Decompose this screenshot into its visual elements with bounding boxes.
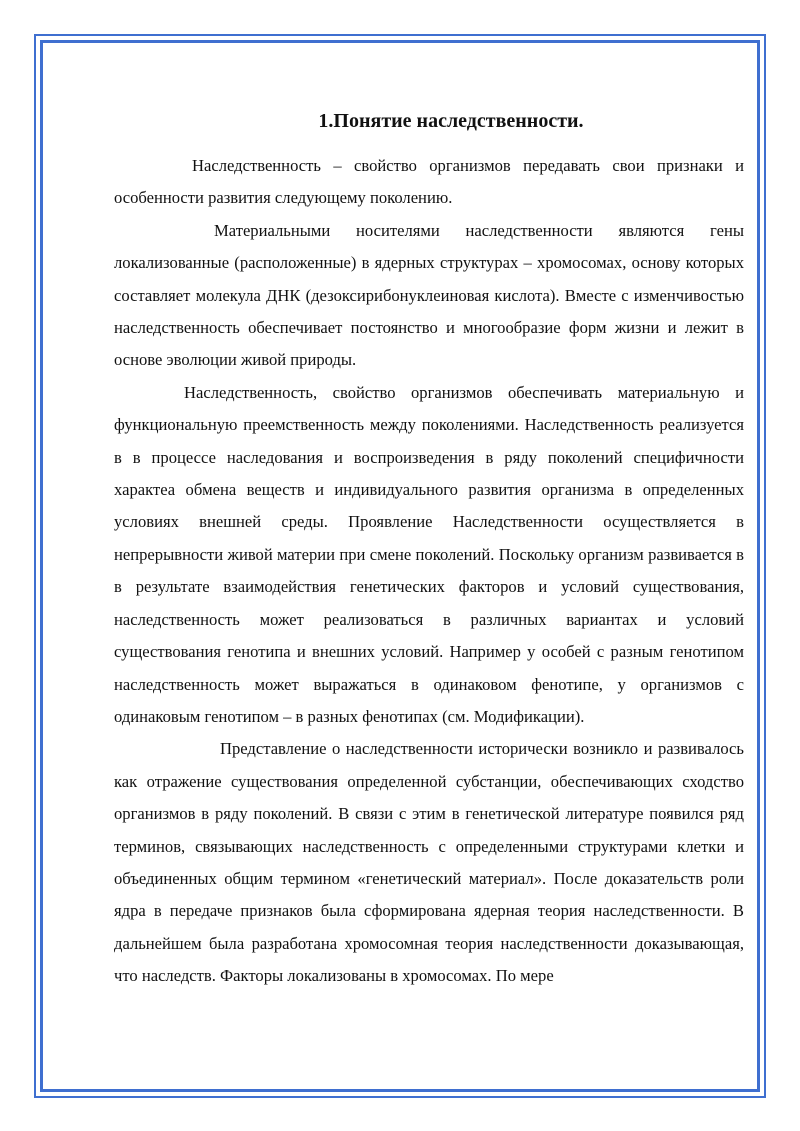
paragraph-1: Наследственность – свойство организмов передавать свои признаки и особенности развития следующему поколению. (114, 156, 744, 208)
paragraph-3: Наследственность, свойство организмов обеспечивать материальную и функциональную преемственность между поколениями. Наследственность реализуется в в процессе наследования и воспроизведения в ряду поколений специфичности характеа обмена веществ и индивидуального развития организма в определенных условиях внешней среды. Проявление Наследственности осуществляется в непрерывности живой материи при смене поколений. Поскольку организм развивается в в результате взаимодействия генетических факторов и условий существования, наследственность может реализоваться в различных вариантах и условий существования генотипа и внешних условий. Например у особей с разным генотипом наследственность может выражаться в одинаковом фенотипе, у организмов с одинаковым генотипом – в разных фенотипах (см. Модификации). (114, 382, 744, 726)
document-body (114, 106, 744, 993)
paragraph-2: Материальными носителями наследственности являются гены локализованные (расположенные) в ядерных структурах – хромосомах, основу которых составляет молекула ДНК (дезоксирибонуклеиновая кислота). Вместе с изменчивостью наследственность обеспечивает постоянство и многообразие форм жизни и лежит в основе эволюции живой природы. (114, 220, 744, 370)
paragraph-4: Представление о наследственности исторически возникло и развивалось как отражение существования определенной субстанции, обеспечивающих сходство организмов в ряду поколений. В связи с этим в генетической литературе появился ряд терминов, связывающих наследственность с определенными структурами клетки и объединенных общим термином «генетический материал». После доказательств роли ядра в передаче признаков была сформирована ядерная теория наследственности. В дальнейшем была разработана хромосомная теория наследственности доказывающая, что наследств. Факторы локализованы в хромосомах. По мере (114, 739, 744, 986)
document-title: 1.Понятие наследственности. (318, 110, 584, 132)
